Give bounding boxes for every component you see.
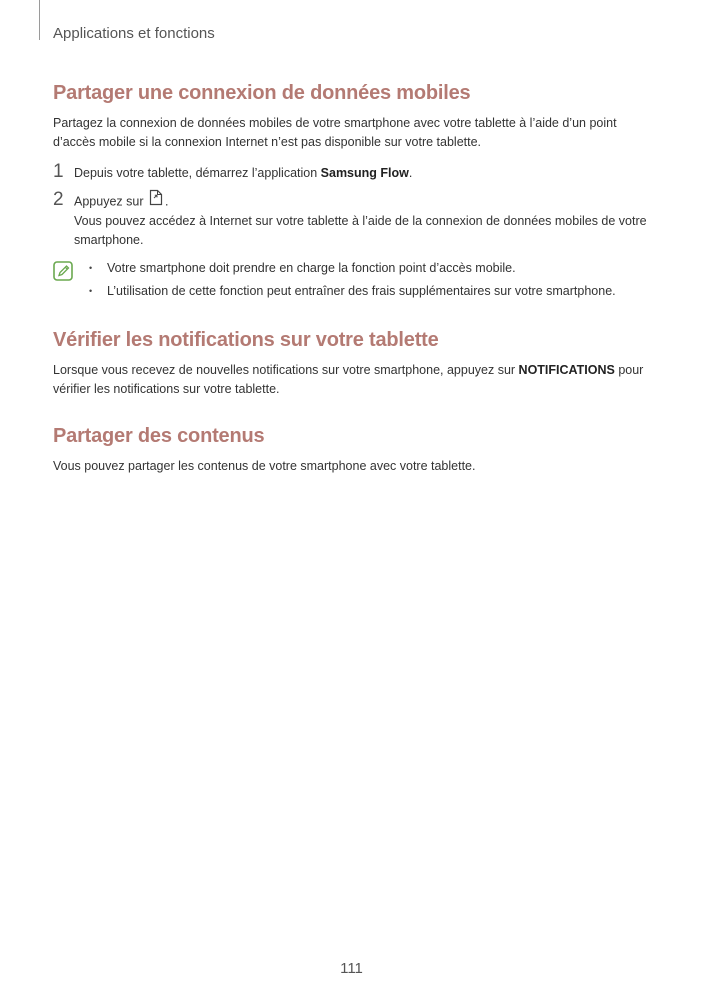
note-block xyxy=(53,259,648,305)
section-heading: Partager une connexion de données mobiles xyxy=(53,82,471,104)
note-icon xyxy=(53,259,87,305)
note-item: • L’utilisation de cette fonction peut entraîner des frais supplémentaires sur votre smartphone. xyxy=(87,282,648,301)
step-text: Appuyez sur . Vous pouvez accédez à Internet sur votre tablette à l’aide de la connexion de données mobiles de votre smartphone. xyxy=(74,192,648,250)
file-share-icon xyxy=(149,189,163,212)
section-share-content xyxy=(53,425,648,476)
header-rule xyxy=(39,0,40,40)
step-text: Depuis votre tablette, démarrez l’application Samsung Flow. xyxy=(74,166,413,180)
notifications-label: NOTIFICATIONS xyxy=(518,363,615,377)
share-paragraph: Vous pouvez partager les contenus de votre smartphone avec votre tablette. xyxy=(53,459,476,473)
step-number: 1 xyxy=(53,161,64,182)
step-item xyxy=(53,189,648,250)
section-heading: Vérifier les notifications sur votre tablette xyxy=(53,329,439,351)
section-notifications xyxy=(53,329,648,399)
intro-paragraph: Partagez la connexion de données mobiles de votre smartphone avec votre tablette à l’aide d’un point d’accès mobile si la connexion Internet n’est pas disponible sur votre tablette. xyxy=(53,116,617,149)
page-content xyxy=(53,82,648,476)
app-name: Samsung Flow xyxy=(320,166,409,180)
steps-list xyxy=(53,161,648,250)
section-heading: Partager des contenus xyxy=(53,425,265,447)
note-item: • Votre smartphone doit prendre en charge la fonction point d’accès mobile. xyxy=(87,259,648,278)
step-number: 2 xyxy=(53,189,64,210)
section-mobile-data xyxy=(53,82,648,305)
step-item xyxy=(53,161,648,183)
header-title: Applications et fonctions xyxy=(53,25,215,42)
page-number: 111 xyxy=(340,960,363,977)
notifications-paragraph: Lorsque vous recevez de nouvelles notifications sur votre smartphone, appuyez sur NOTIFICATIONS pour vérifier les notifications sur votre tablette. xyxy=(53,363,644,396)
note-list xyxy=(87,259,648,305)
